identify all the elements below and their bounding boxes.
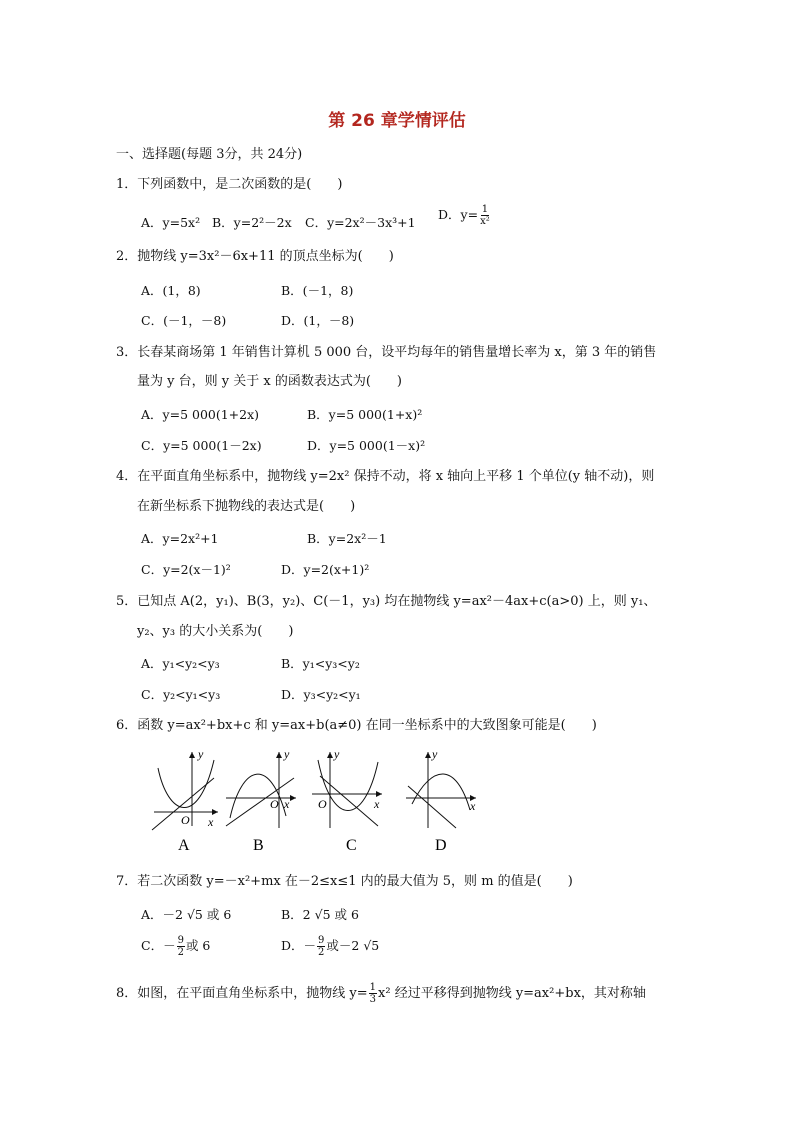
question-7-option-c xyxy=(141,935,210,958)
question-4-option-a: A．y=2x²+1 xyxy=(141,531,219,546)
page-title: 第 26 章学情评估 xyxy=(328,111,466,131)
graph-d xyxy=(406,747,476,854)
question-2-option-a: A．(1，8) xyxy=(141,283,201,298)
option-d-prefix: D．－ xyxy=(281,938,317,953)
axis-y-label: y xyxy=(432,747,438,761)
question-5-option-d: D．y₃<y₂<y₁ xyxy=(281,687,361,702)
fraction xyxy=(479,204,491,227)
question-1-option-a: A．y=5x² xyxy=(141,215,201,230)
axis-y-label: y xyxy=(284,747,290,761)
option-d-suffix: 或－2 √5 xyxy=(326,938,380,953)
question-7-option-d xyxy=(281,935,379,958)
graph-label-a: A xyxy=(178,837,190,854)
axis-y-label: y xyxy=(198,747,204,761)
origin-label: O xyxy=(270,797,279,811)
question-5-option-a: A．y₁<y₂<y₃ xyxy=(141,656,220,671)
axis-y-label: y xyxy=(334,747,340,761)
fraction-numerator: 1 xyxy=(369,982,377,993)
question-5-stem-line2: y₂、y₃ 的大小关系为( ) xyxy=(137,624,294,639)
fraction-numerator: 9 xyxy=(177,935,184,946)
graph-label-b: B xyxy=(253,837,264,854)
fraction xyxy=(177,935,185,958)
graph-label-d: D xyxy=(435,837,447,854)
axis-x-label: x xyxy=(470,799,476,813)
question-4-stem-line2: 在新坐标系下抛物线的表达式是( ) xyxy=(137,499,356,514)
question-5-stem-line1: 5．已知点 A(2，y₁)、B(3，y₂)、C(－1，y₃) 均在抛物线 y=ax²－4ax+c(a>0) 上，则 y₁、 xyxy=(116,594,657,609)
question-4-option-d: D．y=2(x+1)² xyxy=(281,562,370,577)
question-2-stem: 2．抛物线 y=3x²－6x+11 的顶点坐标为( ) xyxy=(116,249,394,264)
question-1-stem: 1．下列函数中，是二次函数的是( ) xyxy=(116,177,343,192)
question-3-stem-line2: 量为 y 台，则 y 关于 x 的函数表达式为( ) xyxy=(137,374,402,389)
question-3-option-b: B．y=5 000(1+x)² xyxy=(307,407,423,422)
question-3-option-d: D．y=5 000(1－x)² xyxy=(307,438,426,453)
question-6-stem: 6．函数 y=ax²+bx+c 和 y=ax+b(a≠0) 在同一坐标系中的大致图象可能是( ) xyxy=(116,718,597,733)
axis-x-label: x xyxy=(284,797,290,811)
q8-stem-suffix: x² 经过平移得到抛物线 y=ax²+bx，其对称轴 xyxy=(378,986,646,1001)
question-1-option-c: C．y=2x²－3x³+1 xyxy=(305,215,416,230)
question-5-option-b: B．y₁<y₃<y₂ xyxy=(281,656,360,671)
section-heading: 一、选择题(每题 3分，共 24分) xyxy=(116,147,303,162)
question-8-stem xyxy=(116,982,646,1005)
axis-x-label: x xyxy=(208,815,214,829)
fraction-denominator: 3 xyxy=(369,994,377,1005)
question-7-option-b: B．2 √5 或 6 xyxy=(281,907,359,922)
question-1-option-d xyxy=(438,204,492,227)
graph-c xyxy=(312,747,382,854)
fraction-numerator: 1 xyxy=(481,204,489,215)
origin-label: O xyxy=(318,797,327,811)
graph-b xyxy=(226,747,296,854)
question-4-stem-line1: 4．在平面直角坐标系中，抛物线 y=2x² 保持不动，将 x 轴向上平移 1 个单位(y 轴不动)，则 xyxy=(116,469,655,484)
option-c-suffix: 或 6 xyxy=(185,938,211,953)
q8-stem-prefix: 8．如图，在平面直角坐标系中，抛物线 y= xyxy=(116,986,368,1001)
question-4-option-b: B．y=2x²－1 xyxy=(307,531,387,546)
graph-label-c: C xyxy=(346,837,357,854)
question-3-option-a: A．y=5 000(1+2x) xyxy=(141,407,260,422)
question-7-option-a: A．－2 √5 或 6 xyxy=(141,907,232,922)
question-2-option-d: D．(1，－8) xyxy=(281,313,355,328)
question-3-stem-line1: 3．长春某商场第 1 年销售计算机 5 000 台，设平均每年的销售量增长率为 x，第 3 年的销售 xyxy=(116,345,657,360)
question-3-option-c: C．y=5 000(1－2x) xyxy=(141,438,262,453)
fraction xyxy=(317,935,325,958)
graph-a xyxy=(152,747,218,854)
question-2-option-b: B．(－1，8) xyxy=(281,283,354,298)
fraction xyxy=(369,982,377,1005)
question-6-graphs xyxy=(146,746,486,864)
option-c-prefix: C．－ xyxy=(141,938,176,953)
option-d-prefix: D．y= xyxy=(438,207,479,222)
fraction-numerator: 9 xyxy=(318,935,325,946)
question-2-option-c: C．(－1，－8) xyxy=(141,313,227,328)
question-5-option-c: C．y₂<y₁<y₃ xyxy=(141,687,221,702)
question-7-stem: 7．若二次函数 y=－x²+mx 在－2≤x≤1 内的最大值为 5，则 m 的值是( ) xyxy=(116,874,573,889)
axis-x-label: x xyxy=(374,797,380,811)
question-4-option-c: C．y=2(x－1)² xyxy=(141,562,231,577)
origin-label: O xyxy=(181,813,190,827)
fraction-denominator: x² xyxy=(480,216,490,227)
question-1-option-b: B．y=2²－2x xyxy=(212,215,292,230)
fraction-denominator: 2 xyxy=(177,947,184,958)
fraction-denominator: 2 xyxy=(318,947,325,958)
